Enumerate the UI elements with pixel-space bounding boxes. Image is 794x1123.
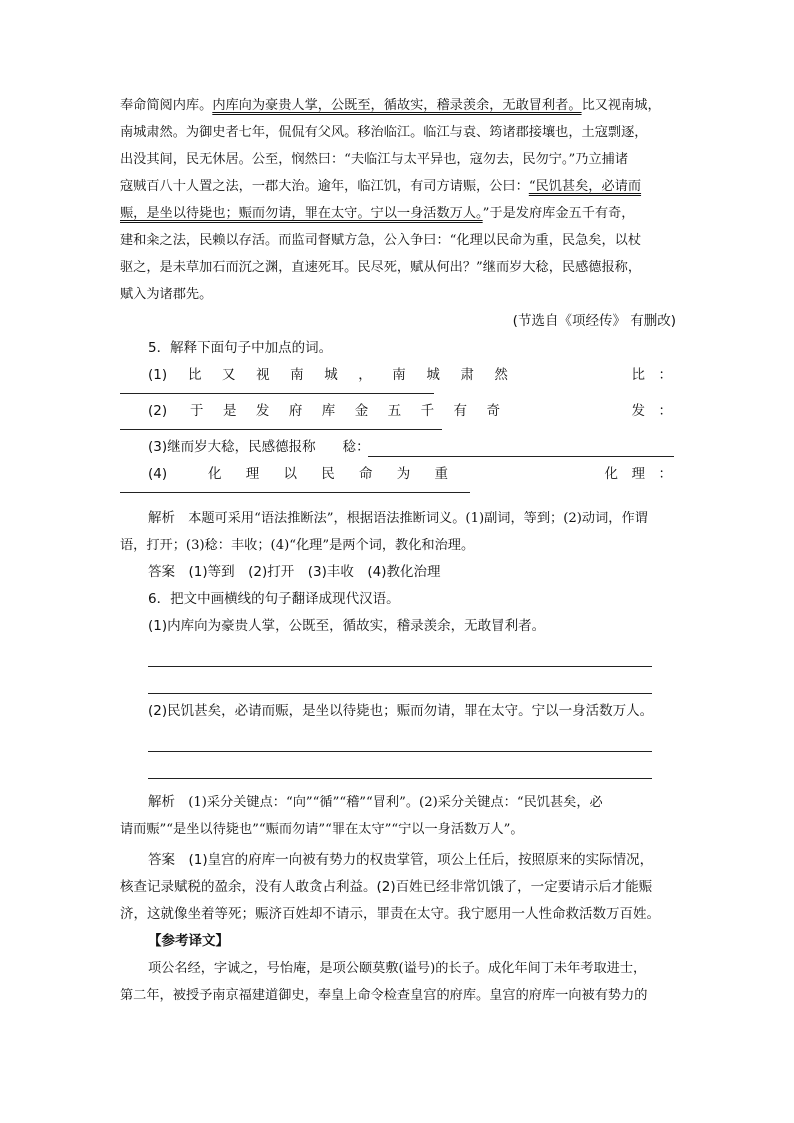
sentence-char: 奇 [486, 403, 500, 419]
sentence-char: 是 [222, 403, 237, 419]
sentence-char: 为 [396, 466, 411, 482]
q5-item-3 [120, 434, 676, 461]
sentence-char: 比 [188, 367, 202, 383]
q5-item-1 [120, 362, 676, 394]
sentence-char: 城 [426, 367, 440, 383]
target-word: 比 ： [631, 367, 672, 383]
passage-line [120, 92, 676, 119]
passage-text: 奉命简阅内库。 [120, 98, 213, 113]
question-6 [120, 586, 676, 928]
translation-heading: 【参考译文】 [148, 933, 229, 949]
question-5 [120, 335, 676, 586]
sentence-char: 然 [494, 367, 508, 383]
passage-line: 南城肃然。为御史者七年，侃侃有父风。移治临江。临江与袁、筠诸郡接壤也，土寇剽逐， [120, 125, 648, 140]
sentence-char: 发 [255, 403, 270, 419]
answer-blank[interactable] [148, 752, 652, 779]
q5-analysis [120, 505, 676, 532]
sentence-char: 理 [245, 466, 260, 482]
sentence-char: 金 [354, 403, 369, 419]
answer-blank[interactable] [148, 667, 652, 694]
sentence-char: 重 [434, 466, 448, 482]
translation-line: 第二年，被授予南京福建道御史，奉皇上命令检查皇宫的府库。皇宫的府库一向被有势力的 [120, 988, 648, 1003]
answer-blank[interactable] [148, 640, 652, 667]
question-title: 6．把文中画横线的句子翻译成现代汉语。 [148, 591, 400, 607]
underlined-sentence-1: 内库向为豪贵人掌，公既至，循故实，稽录羡余，无敢冒利者。 [212, 98, 582, 113]
q6-answer-cont: 济，这就像坐着等死；赈济百姓却不请示，罪责在太守。我宁愿用一人性命救活数万百姓。 [120, 906, 660, 922]
question-title: 5．解释下面句子中加点的词。 [148, 340, 333, 356]
sentence-char: 于 [190, 403, 204, 419]
answer-blank[interactable] [120, 492, 470, 493]
sentence-char: 有 [453, 403, 467, 419]
passage-text: 比又视南城， [581, 98, 661, 113]
answer-label: 答案 [148, 852, 175, 868]
analysis-label: 解析 [148, 510, 175, 526]
passage [120, 92, 676, 335]
passage-line: 驱之，是未草加石而沉之渊，直速死耳。民尽死，赋从何出？”继而岁大稔，民感德报称， [120, 260, 642, 275]
target-word: 发 ： [631, 403, 672, 419]
sentence-char: 南 [392, 367, 406, 383]
passage-line [120, 200, 676, 227]
item-sentence: (3)继而岁大稔，民感德报称 稔： [148, 439, 370, 455]
passage-text: 寇贼百八十人置之法，一郡大治。逾年，临江饥，有司方请赈，公曰： [120, 179, 529, 194]
q6-answer-cont: 核查记录赋税的盈余，没有人敢贪占利益。(2)百姓已经非常饥饿了，一定要请示后才能赈 [120, 879, 653, 895]
answer-blank[interactable] [148, 725, 652, 752]
analysis-text: 本题可采用“语法推断法”，根据语法推断词义。(1)副词，等到；(2)动词，作谓 [188, 511, 648, 526]
sentence-char: ， [358, 367, 372, 383]
answer-text: (1)等到 (2)打开 (3)丰收 (4)教化治理 [188, 564, 441, 580]
source-citation: (节选自《项经传》 有删改) [512, 313, 676, 329]
sentence-char: 千 [420, 403, 435, 419]
item-number: (1) [148, 367, 168, 383]
target-word: 化 理 ： [604, 466, 672, 482]
sentence-char: 以 [283, 466, 297, 482]
sentence-char: 肃 [460, 367, 474, 383]
sentence-char: 五 [387, 403, 402, 419]
sentence-char: 又 [222, 367, 236, 383]
answer-blank[interactable] [120, 429, 442, 430]
sentence-char: 府 [288, 403, 303, 419]
item-sentence [190, 398, 500, 425]
q5-answer [120, 559, 676, 586]
item-number: (2) [148, 403, 168, 419]
answer-blank[interactable] [368, 456, 674, 457]
analysis-text: (1)采分关键点：“向”“循”“稽”“冒利”。(2)采分关键点：“民饥甚矣，必 [188, 795, 603, 810]
q5-item-2 [120, 398, 676, 430]
q6-sentence-2: (2)民饥甚矣，必请而赈，是坐以待毙也；赈而勿请，罪在太守。宁以一身活数万人。 [148, 703, 654, 719]
reference-translation [120, 928, 676, 1009]
q6-answer [120, 847, 676, 874]
sentence-char: 南 [290, 367, 304, 383]
passage-text: ”于是发府库金五千有奇， [482, 206, 635, 221]
q6-analysis [120, 789, 676, 816]
page-content [120, 92, 676, 1009]
sentence-char: 城 [324, 367, 338, 383]
underlined-sentence-2: “民饥甚矣，必请而 [528, 179, 642, 194]
sentence-char: 命 [359, 466, 373, 482]
sentence-char: 化 [208, 466, 222, 482]
passage-line [120, 173, 676, 200]
sentence-char: 民 [321, 466, 335, 482]
q5-item-4 [120, 461, 676, 493]
sentence-char: 视 [256, 367, 270, 383]
item-sentence [208, 461, 448, 488]
answer-blank[interactable] [120, 393, 434, 394]
underlined-sentence-2: 赈，是坐以待毙也；赈而勿请，罪在太守。宁以一身活数万人。 [120, 206, 483, 221]
item-sentence [188, 362, 508, 389]
q5-analysis-cont: 语，打开；(3)稔：丰收；(4)“化理”是两个词，教化和治理。 [120, 538, 475, 553]
item-number: (4) [148, 466, 168, 482]
translation-line: 项公名经，字诚之，号怡庵，是项公颐莫敷(谥号)的长子。成化年间丁未年考取进士， [148, 961, 647, 976]
answer-text: (1)皇宫的府库一向被有势力的权贵掌管，项公上任后，按照原来的实际情况， [188, 852, 654, 868]
analysis-label: 解析 [148, 794, 175, 810]
q6-sentence-1: (1)内库向为豪贵人掌，公既至，循故实，稽录羡余，无敢冒利者。 [148, 618, 546, 634]
passage-line: 赋入为诸郡先。 [120, 287, 213, 302]
passage-line: 出没其间，民无休居。公至，悯然曰：“夫临江与太平异也，寇勿去，民勿宁。”乃立捕诸 [120, 152, 629, 167]
sentence-char: 库 [321, 403, 336, 419]
passage-line: 建和籴之法，民赖以存活。而监司督赋方急，公入争曰：“化理以民命为重，民急矣，以杖 [120, 233, 642, 248]
q6-analysis-cont: 请而赈”“是坐以待毙也”“赈而勿请”“罪在太守”“宁以一身活数万人”。 [120, 822, 524, 837]
answer-label: 答案 [148, 564, 175, 580]
